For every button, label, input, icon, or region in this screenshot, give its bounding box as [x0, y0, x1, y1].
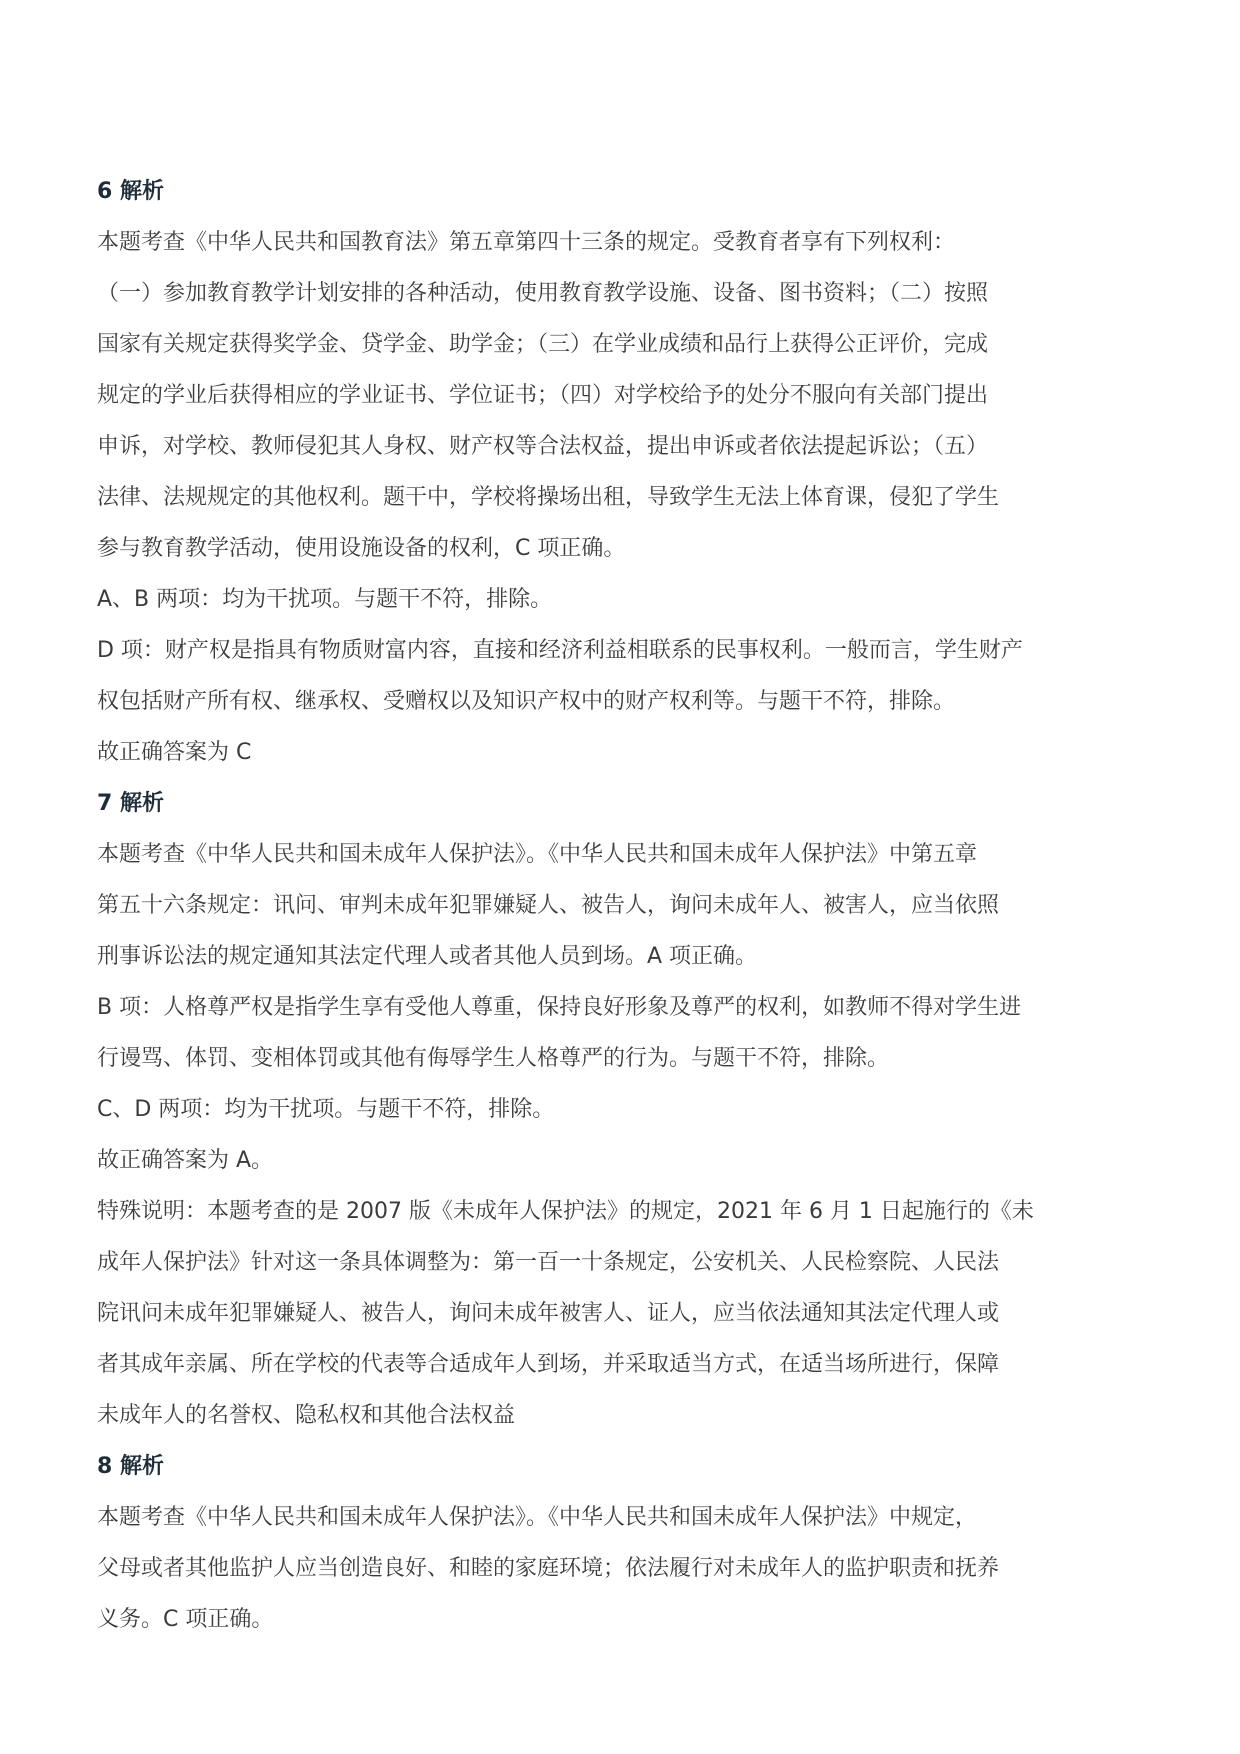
text-line: B 项：人格尊严权是指学生享有受他人尊重，保持良好形象及尊严的权利，如教师不得对学生进 [97, 995, 1022, 1020]
section-heading: 8 解析 [97, 1454, 164, 1479]
answer-line [97, 727, 1147, 778]
text-line: 申诉，对学校、教师侵犯其人身权、财产权等合法权益，提出申诉或者依法提起诉讼；（五） [97, 434, 989, 459]
paragraph [97, 217, 1147, 268]
text-line: C、D 两项：均为干扰项。与题干不符，排除。 [97, 1097, 555, 1122]
text-line: 权包括财产所有权、继承权、受赠权以及知识产权中的财产权利等。与题干不符，排除。 [97, 689, 956, 714]
text-line: 义务。C 项正确。 [97, 1607, 274, 1632]
text-line: 成年人保护法》针对这一条具体调整为：第一百一十条规定，公安机关、人民检察院、人民法 [97, 1250, 1000, 1275]
text-line: 规定的学业后获得相应的学业证书、学位证书；（四）对学校给予的处分不服向有关部门提出 [97, 383, 989, 408]
section-heading: 6 解析 [97, 179, 164, 204]
special-note [97, 1186, 1147, 1441]
paragraph [97, 982, 1147, 1084]
document-page [97, 166, 1147, 1645]
paragraph [97, 268, 1147, 574]
paragraph [97, 574, 1147, 625]
section-heading: 7 解析 [97, 791, 164, 816]
text-line: 刑事诉讼法的规定通知其法定代理人或者其他人员到场。A 项正确。 [97, 944, 758, 969]
paragraph [97, 1492, 1147, 1645]
text-line: 父母或者其他监护人应当创造良好、和睦的家庭环境；依法履行对未成年人的监护职责和抚养 [97, 1556, 1000, 1581]
analysis-section-6 [97, 166, 1147, 778]
text-line: （一）参加教育教学计划安排的各种活动，使用教育教学设施、设备、图书资料；（二）按照 [97, 281, 989, 306]
analysis-section-7 [97, 778, 1147, 1441]
text-line: 第五十六条规定：讯问、审判未成年犯罪嫌疑人、被告人，询问未成年人、被害人，应当依照 [97, 893, 1000, 918]
text-line: 故正确答案为 A。 [97, 1148, 274, 1173]
text-line: 未成年人的名誉权、隐私权和其他合法权益 [97, 1403, 516, 1428]
text-line: 法律、法规规定的其他权利。题干中，学校将操场出租，导致学生无法上体育课，侵犯了学生 [97, 485, 1000, 510]
text-line: A、B 两项：均为干扰项。与题干不符，排除。 [97, 587, 553, 612]
paragraph [97, 625, 1147, 727]
text-line: 本题考查《中华人民共和国教育法》第五章第四十三条的规定。受教育者享有下列权利： [97, 230, 956, 255]
text-line: 本题考查《中华人民共和国未成年人保护法》。《中华人民共和国未成年人保护法》中第五章 [97, 842, 978, 867]
text-line: 参与教育教学活动，使用设施设备的权利，C 项正确。 [97, 536, 626, 561]
paragraph [97, 1084, 1147, 1135]
answer-line [97, 1135, 1147, 1186]
text-line: 故正确答案为 C [97, 740, 252, 765]
text-line: 行谩骂、体罚、变相体罚或其他有侮辱学生人格尊严的行为。与题干不符，排除。 [97, 1046, 890, 1071]
paragraph [97, 829, 1147, 982]
text-line: 国家有关规定获得奖学金、贷学金、助学金；（三）在学业成绩和品行上获得公正评价，完成 [97, 332, 989, 357]
text-line: D 项：财产权是指具有物质财富内容，直接和经济利益相联系的民事权利。一般而言，学生财产 [97, 638, 1023, 663]
text-line: 院讯问未成年犯罪嫌疑人、被告人，询问未成年被害人、证人，应当依法通知其法定代理人或 [97, 1301, 1000, 1326]
text-line: 者其成年亲属、所在学校的代表等合适成年人到场，并采取适当方式，在适当场所进行，保障 [97, 1352, 1000, 1377]
text-line: 本题考查《中华人民共和国未成年人保护法》。《中华人民共和国未成年人保护法》中规定， [97, 1505, 978, 1530]
analysis-section-8 [97, 1441, 1147, 1645]
text-line: 特殊说明：本题考查的是 2007 版《未成年人保护法》的规定，2021 年 6 月 1 日起施行的《未 [97, 1199, 1034, 1224]
